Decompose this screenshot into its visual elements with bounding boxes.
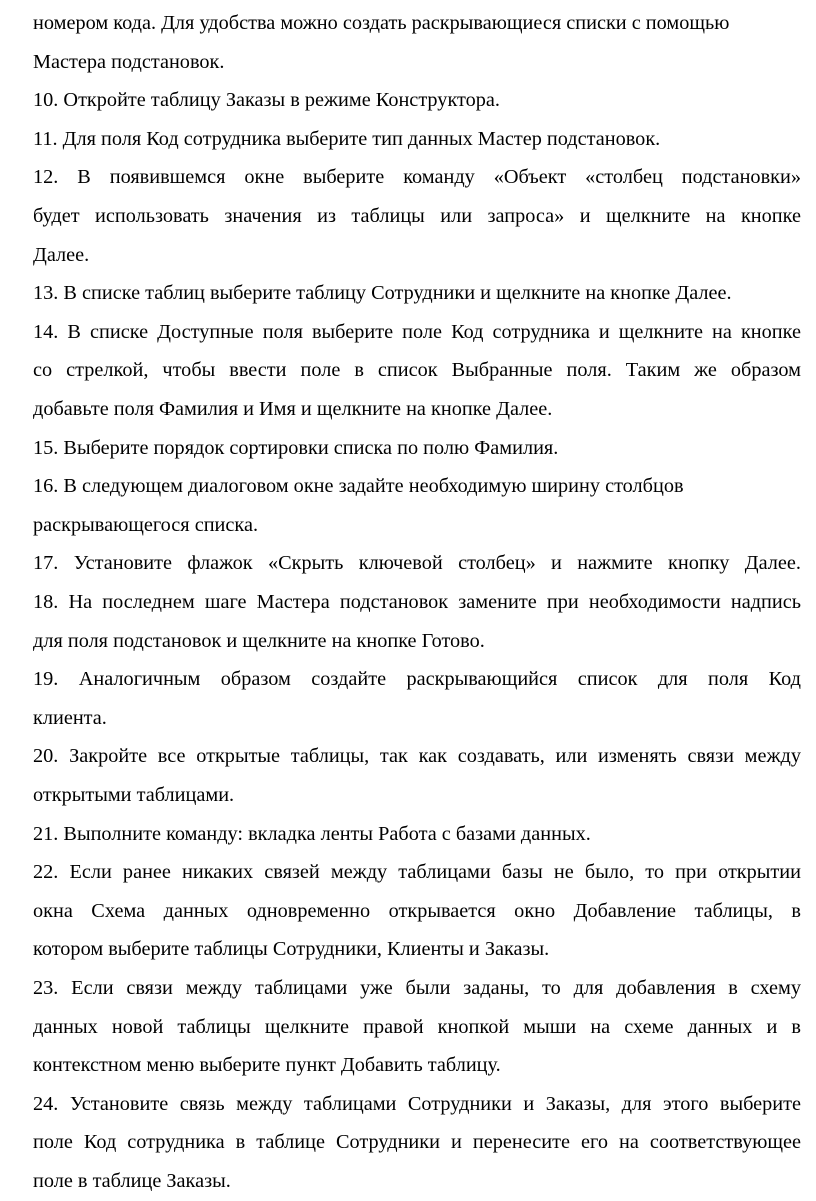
paragraph-line: контекстном меню выберите пункт Добавить таблицу.: [33, 1054, 501, 1077]
paragraph-line: данных новой таблицы щелкните правой кнопкой мыши на схеме данных и в: [33, 1015, 801, 1038]
paragraph-line: клиента.: [33, 706, 107, 729]
paragraph-line: поле Код сотрудника в таблице Сотрудники и перенесите его на соответствующее: [33, 1131, 801, 1154]
paragraph-line-start: 18. На последнем шаге Мастера подстановок замените при необходимости надпись: [33, 591, 801, 613]
paragraph-line: Мастера подстановок.: [33, 50, 225, 73]
paragraph-line-start: 12. В появившемся окне выберите команду «Объект «столбец подстановки»: [33, 166, 801, 189]
paragraph-line-start: 13. В списке таблиц выберите таблицу Сотрудники и щелкните на кнопке Далее.: [33, 282, 732, 305]
paragraph-line-start: 11. Для поля Код сотрудника выберите тип данных Мастер подстановок.: [33, 127, 661, 150]
paragraph-line-start: 23. Если связи между таблицами уже были заданы, то для добавления в схему: [33, 977, 801, 999]
paragraph-line: Далее.: [33, 243, 90, 266]
paragraph-line-start: 22. Если ранее никаких связей между таблицами базы не было, то при открытии: [33, 861, 801, 884]
paragraph-line-start: 24. Установите связь между таблицами Сотрудники и Заказы, для этого выберите: [33, 1092, 801, 1115]
paragraph-line-start: 20. Закройте все открытые таблицы, так как создавать, или изменять связи между: [33, 745, 801, 768]
paragraph-line: окна Схема данных одновременно открывается окно Добавление таблицы, в: [33, 899, 801, 922]
paragraph-line-start: 16. В следующем диалоговом окне задайте необходимую ширину столбцов: [33, 475, 684, 498]
paragraph-line: раскрывающегося списка.: [33, 513, 259, 536]
paragraph-line-start: 14. В списке Доступные поля выберите поле Код сотрудника и щелкните на кнопке: [33, 320, 801, 343]
paragraph-line-start: 10. Откройте таблицу Заказы в режиме Конструктора.: [33, 89, 500, 112]
paragraph-line: котором выберите таблицы Сотрудники, Клиенты и Заказы.: [33, 938, 550, 961]
paragraph-line: для поля подстановок и щелкните на кнопке Готово.: [33, 629, 485, 652]
paragraph-line: будет использовать значения из таблицы или запроса» и щелкните на кнопке: [33, 205, 801, 227]
paragraph-line: поле в таблице Заказы.: [33, 1170, 231, 1192]
paragraph-line-start: 15. Выберите порядок сортировки списка по полю Фамилия.: [33, 436, 559, 459]
paragraph-line: добавьте поля Фамилия и Имя и щелкните на кнопке Далее.: [33, 398, 553, 420]
paragraph-line: со стрелкой, чтобы ввести поле в список Выбранные поля. Таким же образом: [33, 359, 801, 382]
paragraph-line-start: 19. Аналогичным образом создайте раскрывающийся список для поля Код: [33, 668, 801, 691]
paragraph-line-start: 17. Установите флажок «Скрыть ключевой столбец» и нажмите кнопку Далее.: [33, 552, 801, 575]
paragraph-line-start: номером кода. Для удобства можно создать раскрывающиеся списки с помощью: [33, 12, 730, 34]
paragraph-line-start: 21. Выполните команду: вкладка ленты Работа с базами данных.: [33, 822, 591, 845]
paragraph-line: открытыми таблицами.: [33, 784, 235, 806]
